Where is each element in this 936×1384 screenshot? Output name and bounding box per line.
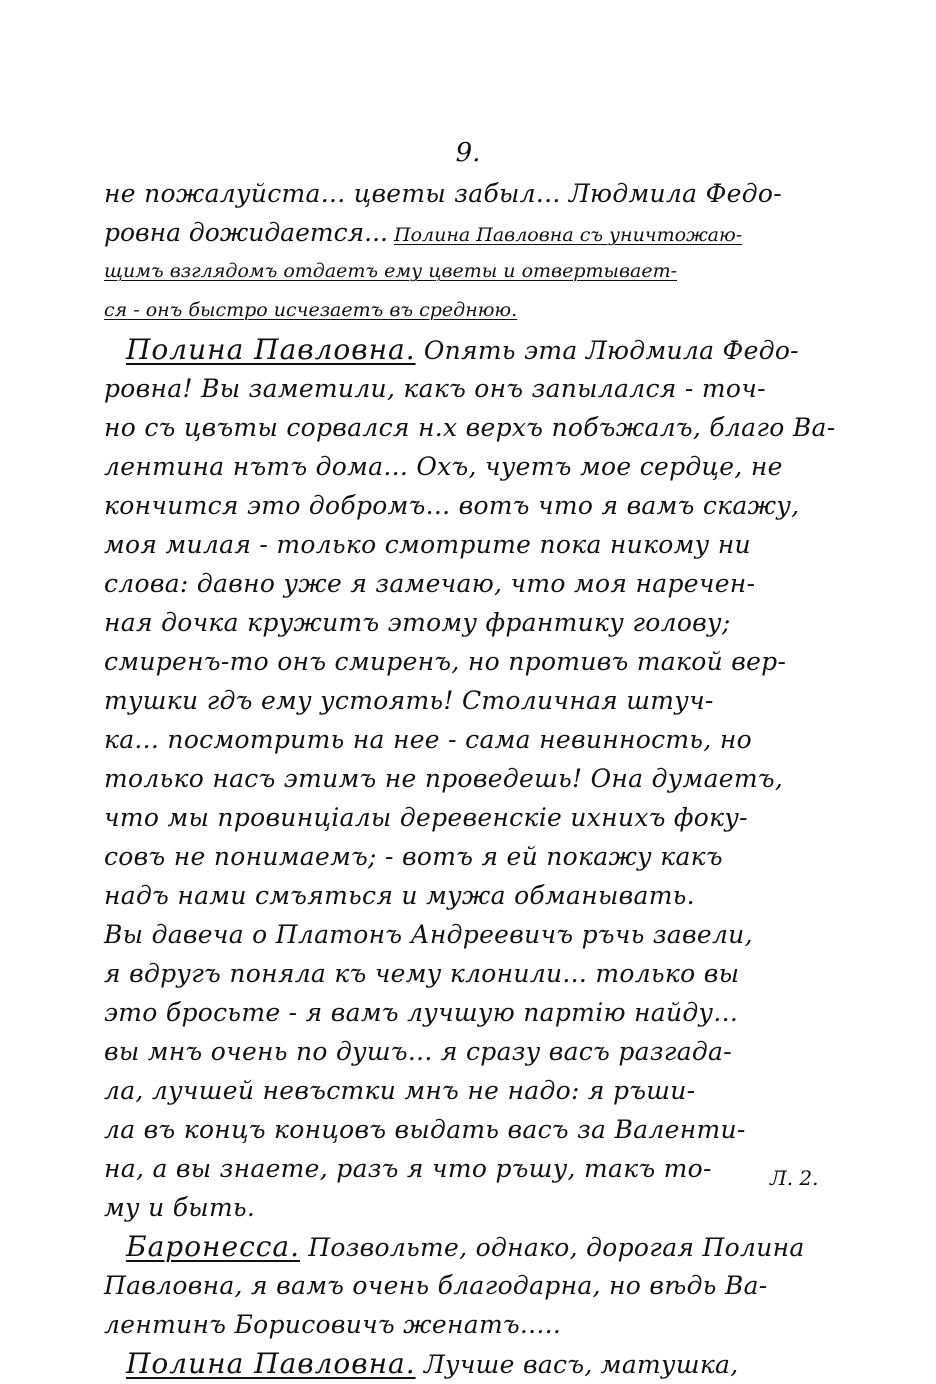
line-text: Позвольте, однако, дорогая Полина — [300, 1233, 805, 1262]
line-text: му и быть. — [104, 1193, 256, 1222]
text-line — [104, 408, 864, 447]
line-text: моя милая - только смотрите пока никому ни — [104, 530, 751, 559]
sheet-mark: Л. 2. — [770, 1166, 819, 1190]
line-text: смиренъ-то онъ смиренъ, но противъ такой вер- — [104, 647, 787, 676]
text-line — [104, 1188, 864, 1227]
text-line — [104, 291, 864, 330]
text-line — [104, 1305, 864, 1344]
speaker-name: Полина Павловна. — [126, 333, 416, 366]
line-text: лентинъ Борисовичъ женатъ..... — [104, 1310, 562, 1339]
page-number: 9. — [455, 138, 481, 168]
text-line — [104, 330, 864, 369]
line-text: я вдругъ поняла къ чему клонили... только вы — [104, 959, 740, 988]
line-text: ла въ концъ концовъ выдать васъ за Валенти- — [104, 1115, 746, 1144]
text-line — [104, 1344, 864, 1383]
text-line — [104, 1227, 864, 1266]
text-line — [104, 915, 864, 954]
line-text: Павловна, я вамъ очень благодарна, но вѣдь Ва- — [104, 1271, 768, 1300]
speaker-name: Полина Павловна. — [126, 1347, 416, 1380]
text-line — [104, 798, 864, 837]
line-text: ка... посмотрить на нее - сама невинность, но — [104, 725, 752, 754]
line-text: на, а вы знаете, разъ я что ръшу, такъ то- — [104, 1154, 712, 1183]
line-text: кончится это добромъ... вотъ что я вамъ скажу, — [104, 491, 800, 520]
line-text: лентина нътъ дома... Охъ, чуетъ мое сердце, не — [104, 452, 783, 481]
line-text: вы мнъ очень по душъ... я сразу васъ разгадa- — [104, 1037, 733, 1066]
text-line — [104, 486, 864, 525]
text-line — [104, 642, 864, 681]
text-line — [104, 1032, 864, 1071]
text-line — [104, 681, 864, 720]
speaker-name: Баронесса. — [126, 1230, 301, 1263]
text-line — [104, 1110, 864, 1149]
text-line — [104, 252, 864, 291]
line-text: Опять эта Людмила Федо- — [415, 336, 799, 365]
stage-direction: ся - онъ быстро исчезаетъ въ среднюю. — [104, 299, 518, 321]
text-line — [104, 993, 864, 1032]
line-text: ровна дожидается... — [104, 218, 388, 247]
line-text: тушки гдъ ему устоять! Столичная штуч- — [104, 686, 714, 715]
stage-direction: Полина Павловна съ уничтожаю- — [394, 224, 743, 246]
line-text: не пожалуйста... цветы забыл... Людмила Федо- — [104, 179, 782, 208]
line-text: Вы давеча о Платонъ Андреевичъ ръчь завели, — [104, 920, 753, 949]
line-text: что мы провинцiалы деревенскiе ихнихъ фоку- — [104, 803, 748, 832]
line-text: Лучше васъ, матушка, — [415, 1350, 739, 1379]
line-text: слова: давно уже я замечаю, что моя нарeчен- — [104, 569, 756, 598]
line-text: только насъ этимъ не проведешь! Она думаетъ, — [104, 764, 784, 793]
line-text: ла, лучшей невъстки мнъ не надо: я ръши- — [104, 1076, 696, 1105]
text-line — [104, 837, 864, 876]
line-text: но съ цвъты сорвался н.х верхъ побъжалъ, благо Ва- — [104, 413, 836, 442]
text-line — [104, 369, 864, 408]
line-text: ровна! Вы заметили, какъ онъ запылался - точ- — [104, 374, 766, 403]
stage-direction: щимъ взглядомъ отдаетъ ему цветы и отвертывает- — [104, 260, 678, 282]
text-line — [104, 447, 864, 486]
line-text: совъ не понимаемъ; - вотъ я ей покажу какъ — [104, 842, 723, 871]
line-text: это бросьте - я вамъ лучшую партiю найду... — [104, 998, 739, 1027]
line-text: надъ нами смъяться и мужа обманывать. — [104, 881, 695, 910]
line-text: ная дочка кружитъ этому франтику голову; — [104, 608, 731, 637]
text-line — [104, 603, 864, 642]
text-line — [104, 954, 864, 993]
text-line — [104, 1266, 864, 1305]
text-line — [104, 1071, 864, 1110]
manuscript-text — [104, 174, 864, 1383]
text-line — [104, 174, 864, 213]
text-line — [104, 720, 864, 759]
text-line — [104, 1149, 864, 1188]
text-line — [104, 876, 864, 915]
text-line — [104, 759, 864, 798]
text-line — [104, 525, 864, 564]
text-line — [104, 564, 864, 603]
text-line — [104, 213, 864, 252]
